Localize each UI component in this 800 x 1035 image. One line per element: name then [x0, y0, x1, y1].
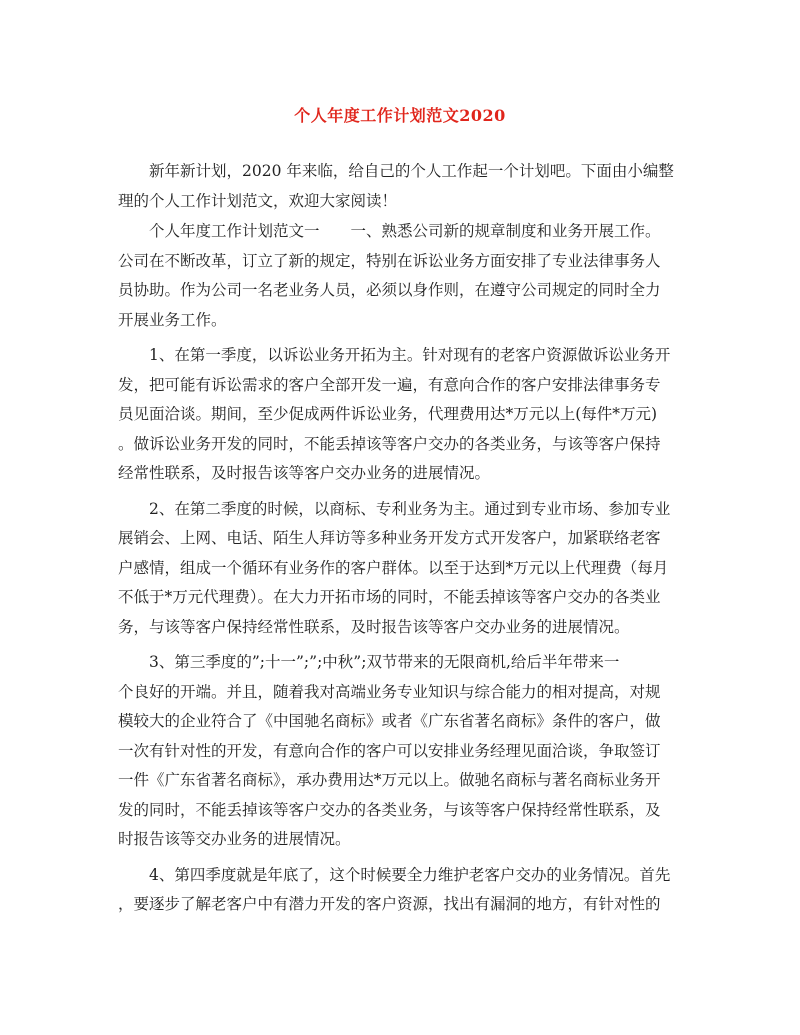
text-line: 个人年度工作计划范文一 一、熟悉公司新的规章制度和业务开展工作。 [149, 222, 661, 240]
text-line: 员见面洽谈。期间，至少促成两件诉讼业务，代理费用达*万元以上(每件*万元) [118, 405, 658, 423]
text-line: 模较大的企业符合了《中国驰名商标》或者《广东省著名商标》条件的客户，做 [118, 712, 661, 730]
text-line: 理的个人工作计划范文，欢迎大家阅读！ [118, 191, 398, 210]
paragraph-intro [118, 157, 684, 216]
paragraph-section-one [118, 217, 684, 335]
text-line: 时报告该等交办业务的进展情况。 [118, 830, 351, 848]
text-line: 。做诉讼业务开发的同时，不能丢掉该等客户交办的各类业务，与该等客户保持 [118, 434, 661, 453]
text-line: ，要逐步了解老客户中有潜力开发的客户资源，找出有漏洞的地方，有针对性的 [118, 895, 661, 913]
text-line: 一次有针对性的开发，有意向合作的客户可以安排业务经理见面洽谈，争取签订 [118, 741, 661, 760]
document-title: 个人年度工作计划范文2020 [294, 106, 506, 125]
text-line: 经常性联系，及时报告该等客户交办业务的进展情况。 [118, 464, 491, 482]
text-line: 个良好的开端。并且，随着我对高端业务专业知识与综合能力的相对提高，对规 [118, 682, 661, 701]
paragraph-q2 [118, 495, 684, 643]
text-line: 展销会、上网、电话、陌生人拜访等多种业务开发方式开发客户，加紧联络老客 [118, 529, 661, 547]
paragraph-q1 [118, 341, 684, 489]
text-line: 3、第三季度的”;十一”;”;中秋”;双节带来的无限商机,给后半年带来一 [149, 653, 620, 671]
text-line: 户感情，组成一个循环有业务作的客户群体。以至于达到*万元以上代理费（每月 [118, 558, 669, 577]
text-line: 务，与该等客户保持经常性联系，及时报告该等客户交办业务的进展情况。 [118, 617, 630, 636]
paragraph-q4 [118, 861, 684, 920]
text-line: 发，把可能有诉讼需求的客户全部开发一遍，有意向合作的客户安排法律事务专 [118, 375, 661, 394]
text-line: 2、在第二季度的时候，以商标、专利业务为主。通过到专业市场、参加专业 [149, 499, 671, 518]
paragraph-q3 [118, 648, 684, 855]
text-line: 开展业务工作。 [118, 310, 227, 329]
text-line: 公司在不断改革，订立了新的规定，特别在诉讼业务方面安排了专业法律事务人 [118, 251, 661, 270]
text-line: 一件《广东省著名商标》，承办费用达*万元以上。做驰名商标与著名商标业务开 [118, 771, 661, 789]
document-body [118, 157, 684, 920]
text-line: 发的同时，不能丢掉该等客户交办的各类业务，与该等客户保持经常性联系，及 [118, 800, 661, 819]
text-line: 新年新计划，2020 年来临，给自己的个人工作起一个计划吧。下面由小编整 [149, 162, 674, 180]
text-line: 不低于*万元代理费）。在大力开拓市场的同时，不能丢掉该等客户交办的各类业 [118, 588, 661, 606]
text-line: 1、在第一季度，以诉讼业务开拓为主。针对现有的老客户资源做诉讼业务开 [149, 346, 671, 364]
text-line: 4、第四季度就是年底了，这个时候要全力维护老客户交办的业务情况。首先 [149, 865, 671, 884]
text-line: 员协助。作为公司一名老业务人员，必须以身作则，在遵守公司规定的同时全力 [118, 281, 661, 299]
